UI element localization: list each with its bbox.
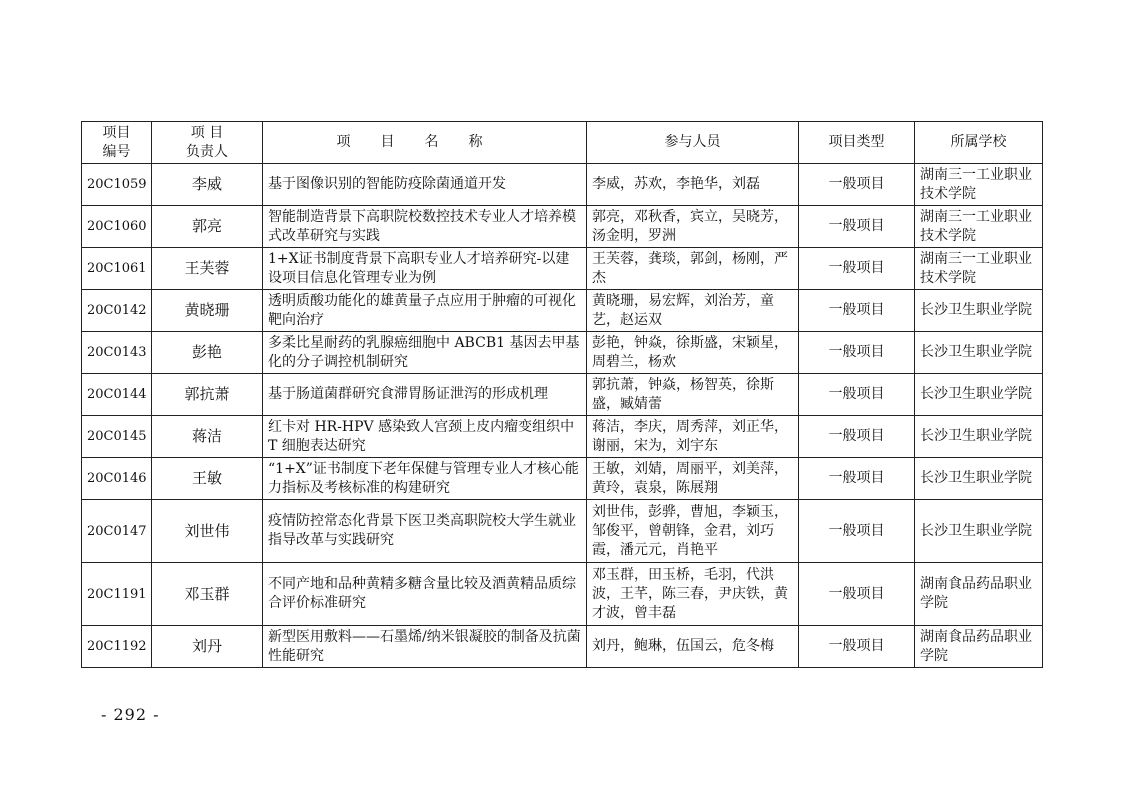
cell-school: 湖南三一工业职业技术学院 (915, 206, 1043, 248)
cell-project-type: 一般项目 (799, 416, 915, 458)
header-project-id-line-1: 项目 (102, 124, 131, 141)
cell-project-lead: 郭抗萧 (152, 374, 263, 416)
table-row (82, 500, 1043, 563)
header-project-name: 项目名称 (263, 122, 587, 164)
cell-project-lead: 刘世伟 (152, 500, 263, 563)
cell-participants: 彭艳，钟焱，徐斯盛，宋颖星，周碧兰，杨欢 (587, 332, 799, 374)
cell-project-id: 20C0144 (82, 374, 152, 416)
header-project-lead-line-2: 负责人 (186, 143, 228, 160)
header-project-type: 项目类型 (799, 122, 915, 164)
table-row (82, 416, 1043, 458)
cell-school: 湖南食品药品职业学院 (915, 563, 1043, 626)
cell-project-id: 20C0142 (82, 290, 152, 332)
cell-school: 湖南三一工业职业技术学院 (915, 164, 1043, 206)
cell-project-title: 基于肠道菌群研究食滞胃肠证泄泻的形成机理 (263, 374, 587, 416)
table-row (82, 374, 1043, 416)
cell-project-title: 新型医用敷料——石墨烯/纳米银凝胶的制备及抗菌性能研究 (263, 626, 587, 668)
cell-project-id: 20C0143 (82, 332, 152, 374)
cell-school: 长沙卫生职业学院 (915, 374, 1043, 416)
header-project-id (82, 122, 152, 164)
cell-project-id: 20C1060 (82, 206, 152, 248)
cell-participants: 蒋洁，李庆，周秀萍，刘正华，谢丽，宋为，刘宇东 (587, 416, 799, 458)
table-row (82, 626, 1043, 668)
cell-project-type: 一般项目 (799, 206, 915, 248)
cell-school: 湖南三一工业职业技术学院 (915, 248, 1043, 290)
cell-participants: 郭抗萧，钟焱，杨智英，徐斯盛，臧婧蕾 (587, 374, 799, 416)
cell-project-title: 红卡对 HR-HPV 感染致人宫颈上皮内瘤变组织中 T 细胞表达研究 (263, 416, 587, 458)
cell-project-type: 一般项目 (799, 458, 915, 500)
cell-project-type: 一般项目 (799, 332, 915, 374)
cell-school: 长沙卫生职业学院 (915, 290, 1043, 332)
cell-school: 长沙卫生职业学院 (915, 416, 1043, 458)
cell-project-type: 一般项目 (799, 164, 915, 206)
cell-project-lead: 邓玉群 (152, 563, 263, 626)
cell-participants: 刘丹，鲍琳，伍国云，危冬梅 (587, 626, 799, 668)
cell-project-lead: 蒋洁 (152, 416, 263, 458)
cell-project-title: “1+X”证书制度下老年保健与管理专业人才核心能力指标及考核标准的构建研究 (263, 458, 587, 500)
cell-project-title: 基于图像识别的智能防疫除菌通道开发 (263, 164, 587, 206)
cell-school: 长沙卫生职业学院 (915, 500, 1043, 563)
table-row (82, 164, 1043, 206)
cell-project-id: 20C1192 (82, 626, 152, 668)
cell-project-title: 智能制造背景下高职院校数控技术专业人才培养模式改革研究与实践 (263, 206, 587, 248)
cell-project-id: 20C0147 (82, 500, 152, 563)
cell-school: 长沙卫生职业学院 (915, 332, 1043, 374)
cell-project-title: 透明质酸功能化的雄黄量子点应用于肿瘤的可视化靶向治疗 (263, 290, 587, 332)
cell-participants: 李威，苏欢，李艳华，刘磊 (587, 164, 799, 206)
table-row (82, 290, 1043, 332)
table-row (82, 458, 1043, 500)
page-number: - 292 - (101, 705, 160, 724)
cell-project-lead: 黄晓珊 (152, 290, 263, 332)
cell-participants: 黄晓珊，易宏辉，刘治芳，童艺，赵运双 (587, 290, 799, 332)
cell-project-lead: 刘丹 (152, 626, 263, 668)
cell-project-type: 一般项目 (799, 626, 915, 668)
cell-participants: 邓玉群，田玉桥，毛羽，代洪波，王芊，陈三春，尹庆铁，黄才波，曾丰磊 (587, 563, 799, 626)
cell-project-id: 20C0145 (82, 416, 152, 458)
cell-project-id: 20C1191 (82, 563, 152, 626)
header-project-id-line-2: 编号 (102, 143, 131, 160)
cell-project-title: 多柔比星耐药的乳腺癌细胞中 ABCB1 基因去甲基化的分子调控机制研究 (263, 332, 587, 374)
header-school: 所属学校 (915, 122, 1043, 164)
table-row (82, 206, 1043, 248)
cell-project-lead: 王芙蓉 (152, 248, 263, 290)
project-table (81, 121, 1043, 668)
cell-project-lead: 郭亮 (152, 206, 263, 248)
cell-participants: 郭亮，邓秋香，宾立，吴晓芳，汤金明，罗洲 (587, 206, 799, 248)
cell-project-title: 1+X证书制度背景下高职专业人才培养研究-以建设项目信息化管理专业为例 (263, 248, 587, 290)
table-body (82, 164, 1043, 668)
cell-project-lead: 彭艳 (152, 332, 263, 374)
cell-project-type: 一般项目 (799, 374, 915, 416)
header-project-lead (152, 122, 263, 164)
cell-participants: 王芙蓉，龚琰，郭剑，杨刚，严杰 (587, 248, 799, 290)
table-row (82, 248, 1043, 290)
cell-project-id: 20C1061 (82, 248, 152, 290)
cell-project-id: 20C0146 (82, 458, 152, 500)
cell-project-id: 20C1059 (82, 164, 152, 206)
cell-project-type: 一般项目 (799, 290, 915, 332)
table-row (82, 563, 1043, 626)
cell-school: 长沙卫生职业学院 (915, 458, 1043, 500)
cell-project-title: 疫情防控常态化背景下医卫类高职院校大学生就业指导改革与实践研究 (263, 500, 587, 563)
table-row (82, 332, 1043, 374)
header-project-lead-line-1: 项 目 (190, 124, 224, 141)
cell-project-type: 一般项目 (799, 500, 915, 563)
cell-project-lead: 王敏 (152, 458, 263, 500)
cell-participants: 王敏，刘婧，周丽平，刘美萍，黄玲，袁泉，陈展翔 (587, 458, 799, 500)
cell-project-title: 不同产地和品种黄精多糖含量比较及酒黄精品质综合评价标准研究 (263, 563, 587, 626)
cell-school: 湖南食品药品职业学院 (915, 626, 1043, 668)
cell-participants: 刘世伟，彭骅，曹旭，李颖玉，邹俊平，曾朝锋，金君，刘巧霞，潘元元，肖艳平 (587, 500, 799, 563)
cell-project-lead: 李威 (152, 164, 263, 206)
cell-project-type: 一般项目 (799, 563, 915, 626)
table-header-row (82, 122, 1043, 164)
header-participants: 参与人员 (587, 122, 799, 164)
cell-project-type: 一般项目 (799, 248, 915, 290)
